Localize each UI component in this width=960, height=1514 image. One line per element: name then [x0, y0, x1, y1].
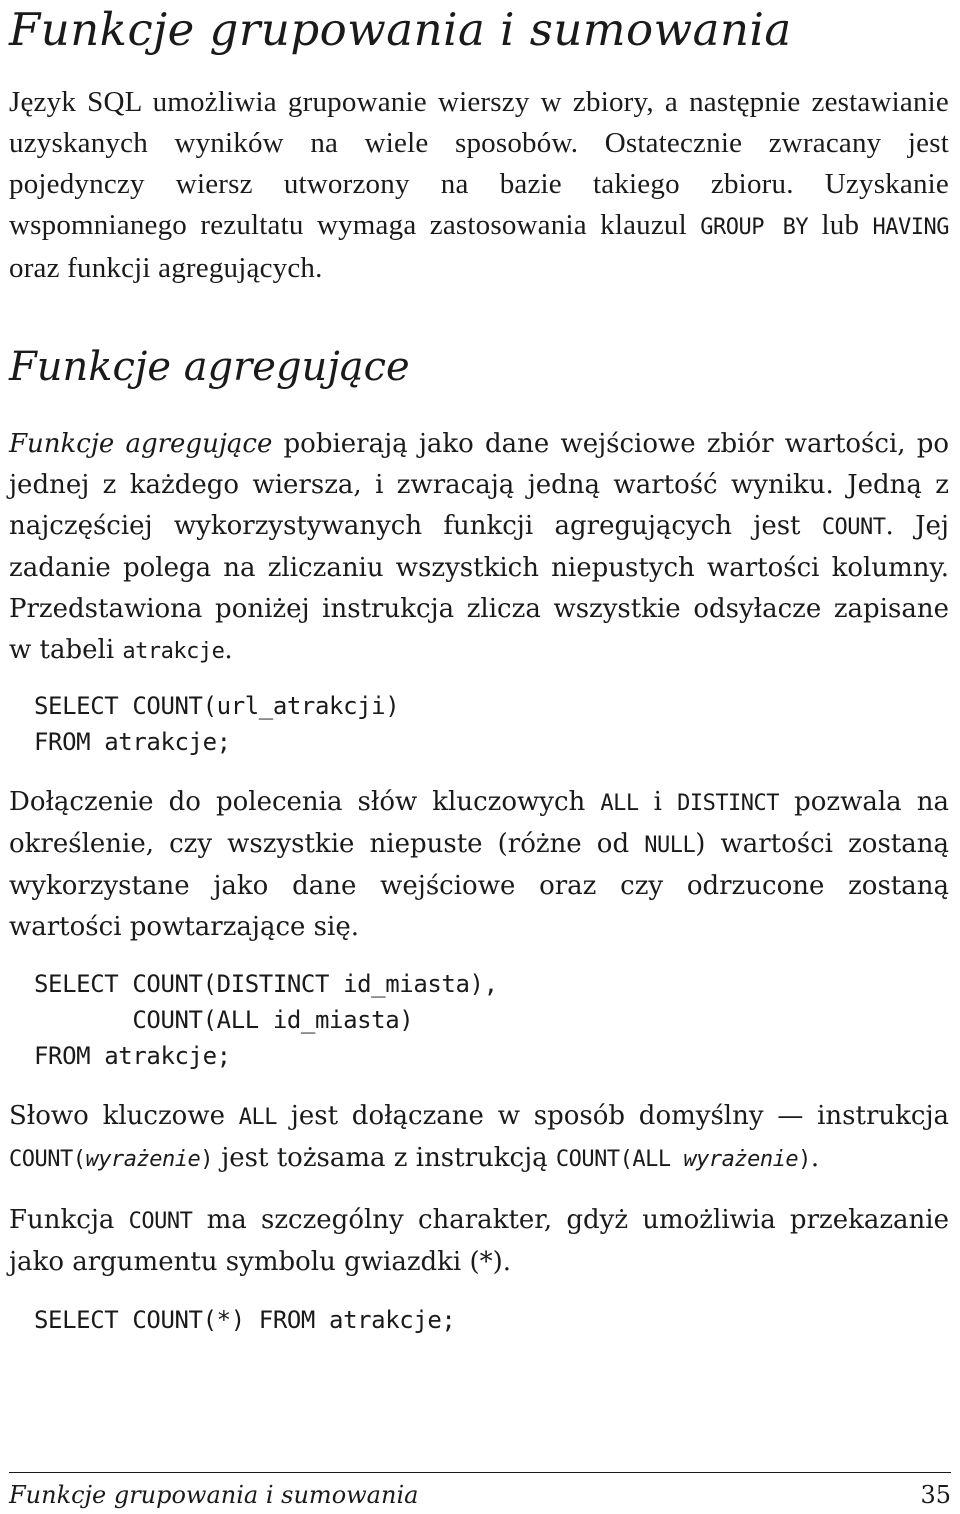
- code-block-count-star: SELECT COUNT(*) FROM atrakcje;: [34, 1306, 456, 1334]
- distinct-text-b: pozwala na określenie, czy wszystkie niepuste (różne od: [9, 787, 950, 859]
- distinct-text-i: i: [638, 787, 678, 817]
- count-all-open: COUNT(ALL: [555, 1147, 684, 1172]
- keyword-all: ALL: [600, 791, 639, 816]
- intro-text-lub: lub: [808, 209, 873, 241]
- aggregate-text-end: .: [224, 635, 233, 665]
- keyword-having: HAVING: [872, 215, 949, 240]
- aggregate-text-b: . Jej zadanie polega na zliczaniu wszystkich niepustych wartości kolumny. Przedstawiona poniżej instrukcja zlicza wszystkie odsyłacze zapisane w tabeli: [9, 511, 949, 665]
- default-text-c: jest tożsama z instrukcją: [212, 1143, 556, 1173]
- distinct-paragraph: [9, 782, 949, 948]
- footer-rule: [9, 1472, 951, 1473]
- asterisk-text-end: ma szczególny charakter, gdyż umożliwia przekazanie jako argumentu symbolu gwiazdki (*).: [9, 1205, 949, 1277]
- count-all-close: ): [798, 1147, 811, 1172]
- keyword-count: COUNT: [821, 515, 886, 540]
- intro-paragraph: [9, 82, 949, 289]
- intro-text-end: oraz funkcji agregujących.: [9, 252, 323, 284]
- keyword-all-2: ALL: [238, 1105, 277, 1130]
- default-text-end: .: [810, 1143, 820, 1173]
- default-text-b: jest dołączane w sposób domyślny — instrukcja: [277, 1101, 950, 1131]
- inline-code-count-expr: [9, 1147, 213, 1172]
- asterisk-paragraph: [9, 1200, 949, 1283]
- keyword-distinct: DISTINCT: [677, 791, 780, 816]
- term-aggregate-functions: Funkcje agregujące: [9, 429, 273, 459]
- count-open: COUNT(: [9, 1147, 86, 1172]
- default-all-paragraph: [9, 1096, 949, 1180]
- intro-text: Język SQL umożliwia grupowanie wierszy w zbiory, a następnie zestawianie uzyskanych wyników na wiele sposobów. Ostatecznie zwracany jest pojedynczy wiersz utworzony na bazie takiego zbioru. Uzyskanie wspomnianego rezultatu wymaga zastosowania klauzul: [9, 86, 949, 241]
- code-block-count-url: SELECT COUNT(url_atrakcji) FROM atrakcje;: [34, 692, 400, 756]
- page-number: 35: [920, 1481, 951, 1509]
- distinct-text-end: ) wartości zostaną wykorzystane jako dane wejściowe oraz czy odrzucone zostaną wartości powtarzające się.: [9, 829, 949, 942]
- aggregate-paragraph: [9, 424, 949, 672]
- asterisk-text-a: Funkcja: [9, 1205, 129, 1235]
- section-title: Funkcje agregujące: [9, 344, 410, 390]
- distinct-text-a: Dołączenie do polecenia słów kluczowych: [9, 787, 601, 817]
- keyword-count-2: COUNT: [128, 1209, 193, 1234]
- keyword-group-by: GROUP BY: [700, 215, 809, 240]
- keyword-null: NULL: [644, 833, 696, 858]
- table-name-atrakcje: atrakcje: [122, 639, 225, 664]
- footer-title: Funkcje grupowania i sumowania: [9, 1481, 419, 1509]
- default-text-a: Słowo kluczowe: [9, 1101, 239, 1131]
- aggregate-text-a: pobierają jako dane wejściowe zbiór wartości, po jednej z każdego wiersza, i zwracają jedną wartość wyniku. Jedną z najczęściej wykorzystywanych funkcji agregujących jest: [9, 429, 950, 541]
- code-block-count-distinct: SELECT COUNT(DISTINCT id_miasta), COUNT(ALL id_miasta) FROM atrakcje;: [34, 970, 498, 1070]
- inline-code-count-all-expr: [556, 1147, 811, 1172]
- expr-placeholder-2: wyrażenie: [683, 1147, 799, 1172]
- chapter-title: Funkcje grupowania i sumowania: [9, 3, 792, 56]
- count-close: ): [200, 1147, 213, 1172]
- expr-placeholder-1: wyrażenie: [85, 1147, 201, 1172]
